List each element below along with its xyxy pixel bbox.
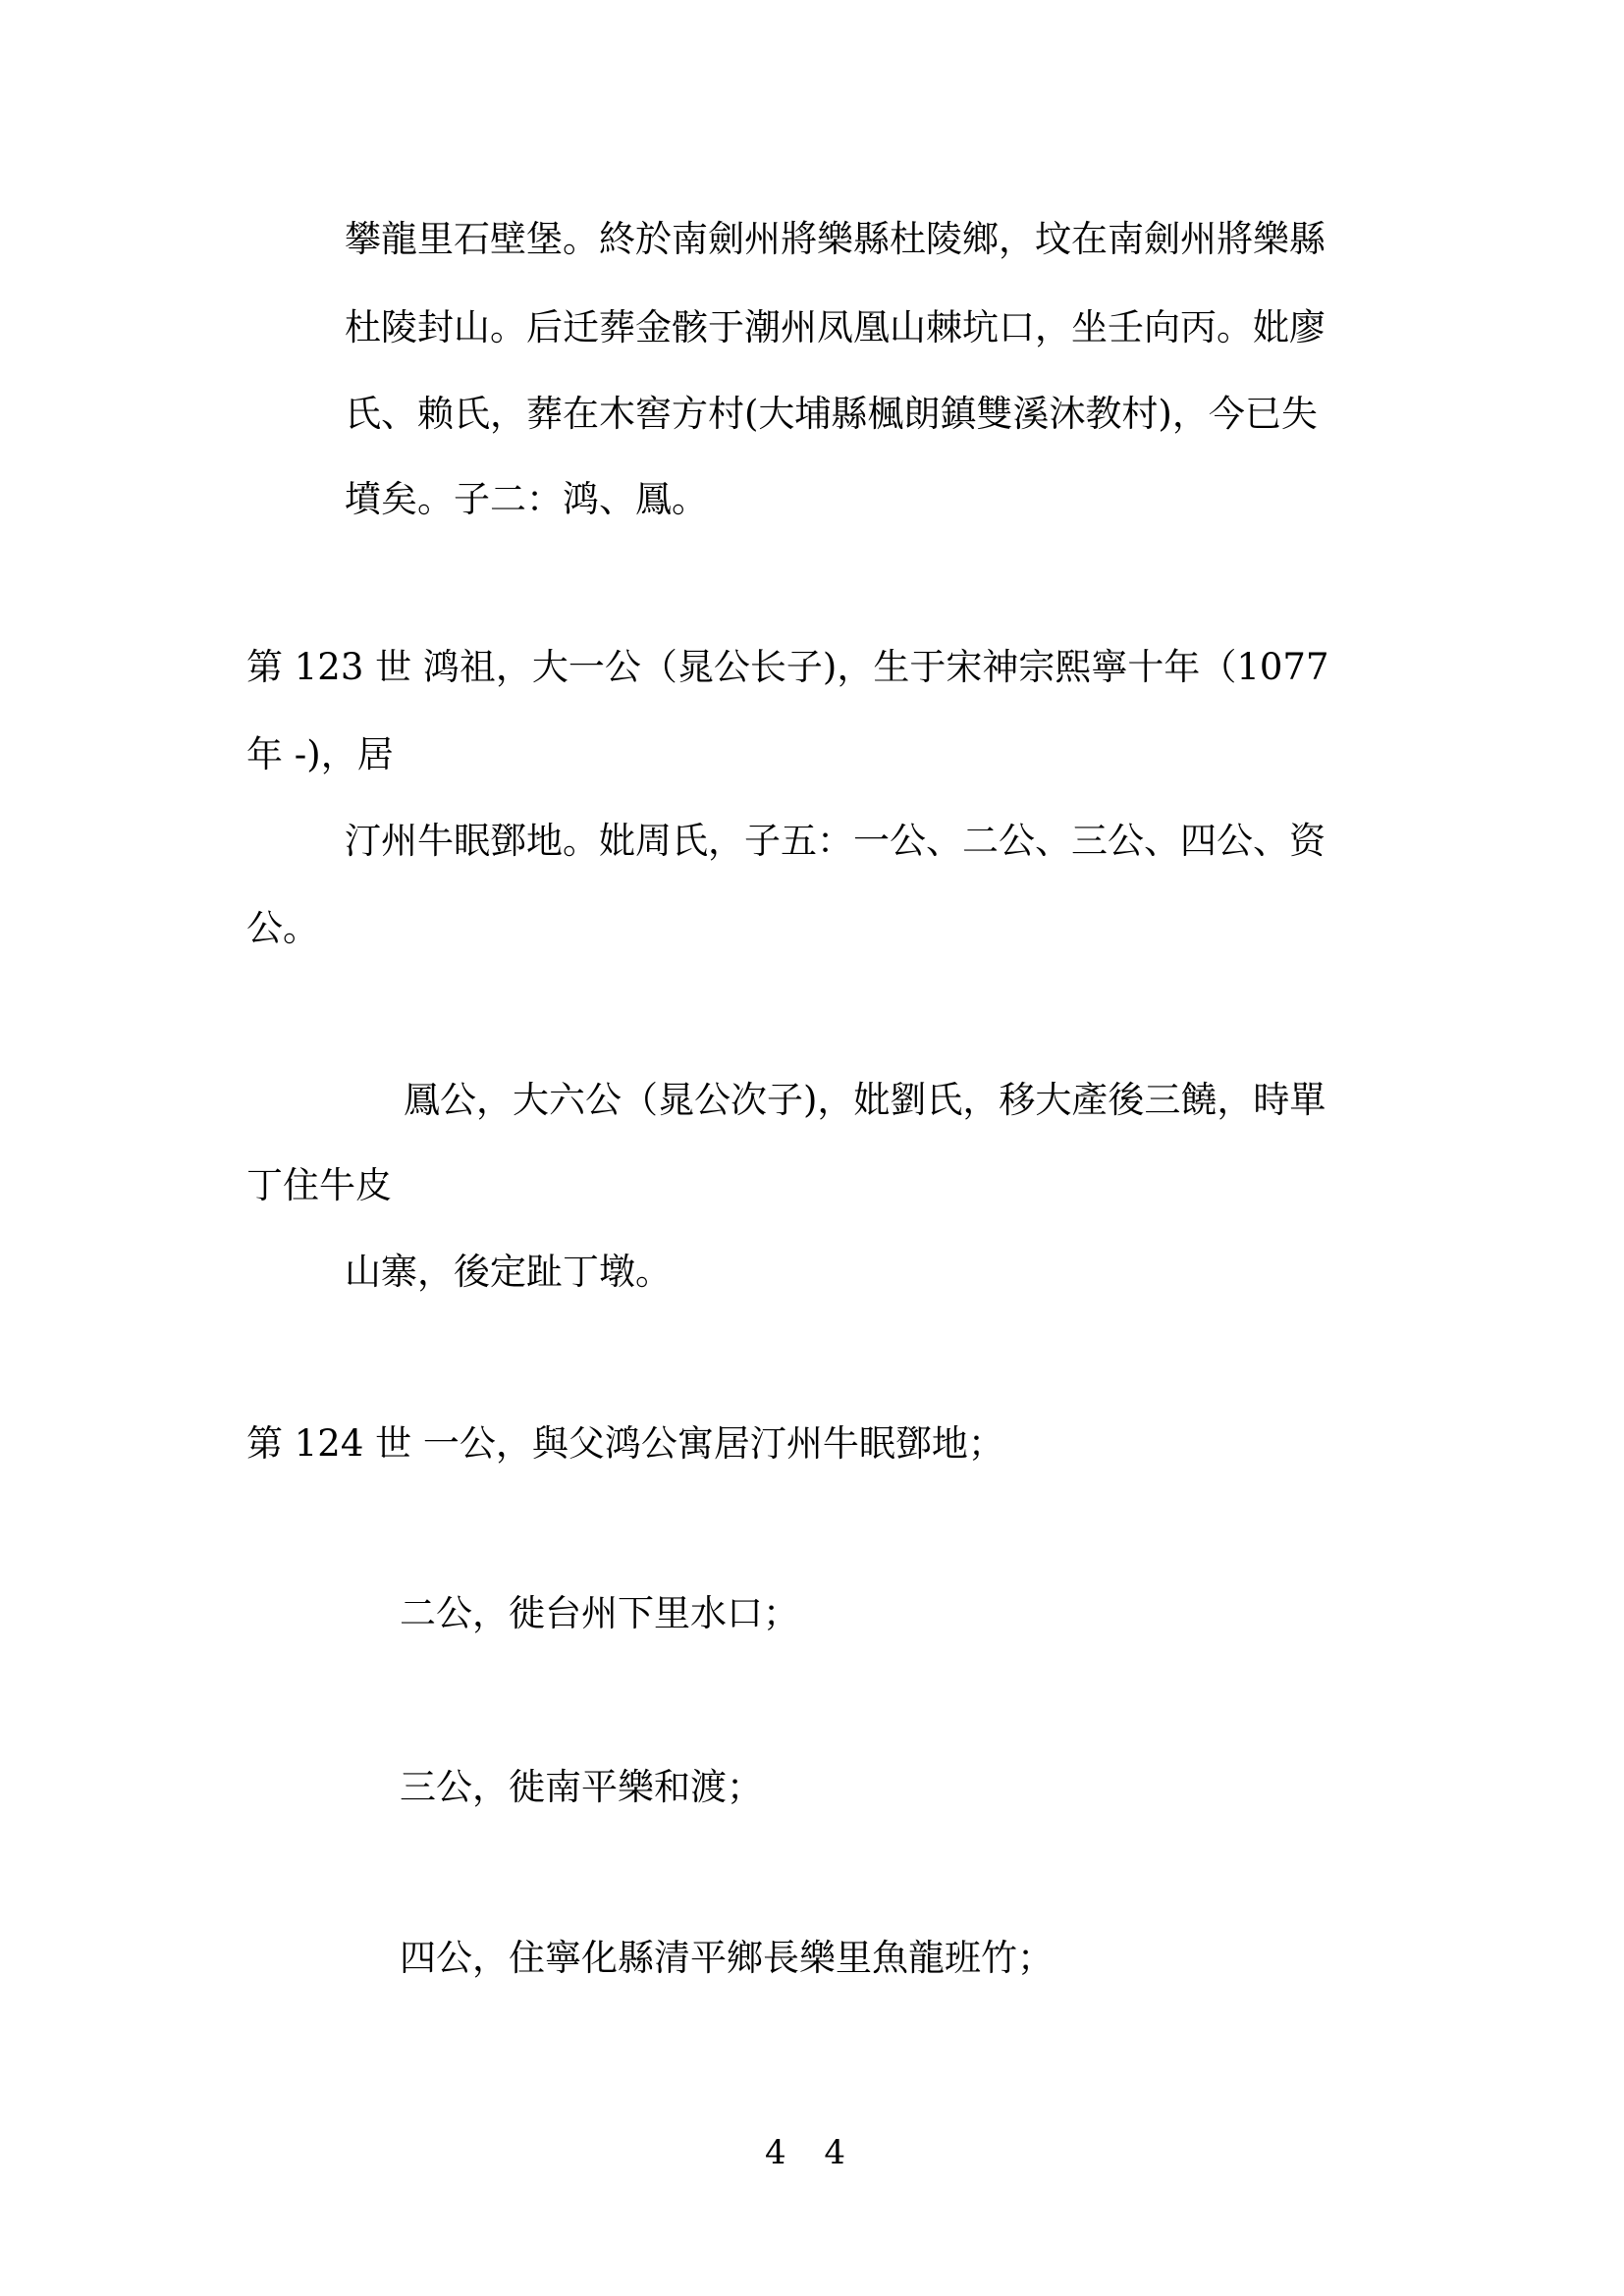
text-line: 三公，徙南平樂和渡； bbox=[400, 1766, 763, 1808]
generation-heading-line: 第 124 世 一公，與父鸿公寓居汀州牛眠鄧地； bbox=[246, 1422, 1004, 1465]
text-line: 杜陵封山。后迁葬金骸于潮州凤凰山棘坑口，坐壬向丙。妣廖 bbox=[345, 306, 1326, 348]
text-line: 山寨，後定趾丁墩。 bbox=[345, 1251, 672, 1293]
text-line: 四公，住寧化縣清平鄉長樂里魚龍班竹； bbox=[400, 1937, 1054, 1979]
text-line: 丁住牛皮 bbox=[246, 1164, 392, 1206]
text-line: 汀州牛眠鄧地。妣周氏，子五：一公、二公、三公、四公、资 bbox=[345, 820, 1326, 862]
text-line: 氏、赖氏，葬在木窖方村(大埔縣楓朗鎮雙溪沐教村)，今已失 bbox=[345, 393, 1318, 435]
text-line: 攀龍里石壁堡。終於南劍州將樂縣杜陵鄉，坟在南劍州將樂縣 bbox=[345, 218, 1326, 260]
text-line: 墳矣。子二：鸿、鳳。 bbox=[345, 478, 708, 520]
page-number: 4 4 bbox=[764, 2133, 860, 2172]
text-line: 鳳公，大六公（晁公次子)，妣劉氏，移大產後三饒，時單 bbox=[404, 1079, 1326, 1121]
generation-heading-line: 第 123 世 鸿祖，大一公（晁公长子)，生于宋神宗熙寧十年（1077 bbox=[246, 646, 1329, 688]
text-line: 二公，徙台州下里水口； bbox=[400, 1592, 799, 1634]
text-line: 公。 bbox=[246, 907, 319, 949]
text-line: 年 -)，居 bbox=[246, 733, 394, 775]
